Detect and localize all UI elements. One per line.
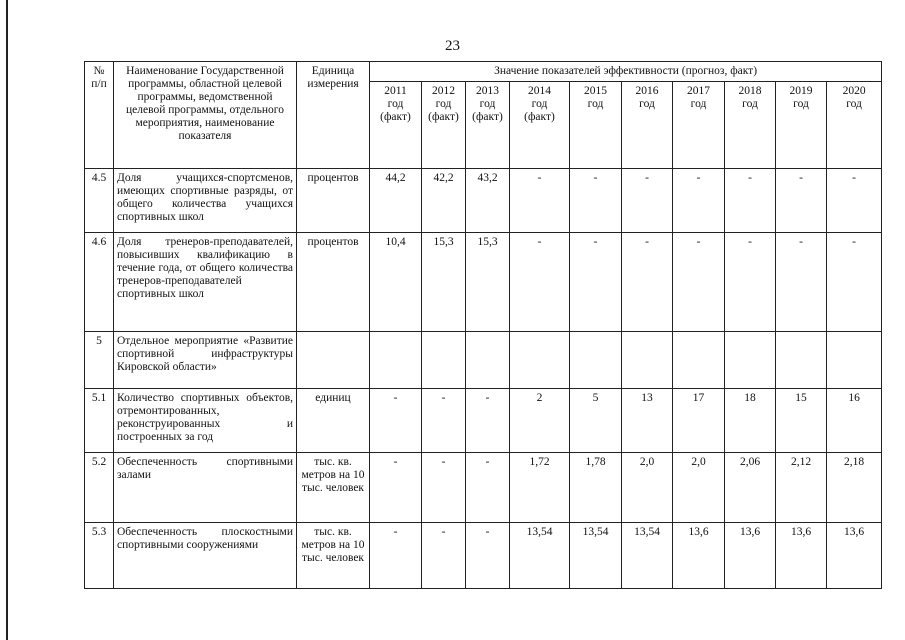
row-value: 17 (673, 389, 725, 453)
row-value: 18 (725, 389, 776, 453)
row-name: Обеспеченность спортивными залами (114, 453, 297, 523)
row-value (622, 332, 673, 389)
row-number: 4.6 (85, 233, 114, 332)
row-value: 16 (827, 389, 882, 453)
row-value: - (422, 453, 466, 523)
row-value: - (422, 523, 466, 589)
row-value: 43,2 (466, 169, 510, 233)
row-value (570, 332, 622, 389)
row-value: 15,3 (422, 233, 466, 332)
row-value: 13,54 (570, 523, 622, 589)
row-value (422, 332, 466, 389)
row-value: - (570, 233, 622, 332)
row-value: - (827, 233, 882, 332)
row-value (510, 332, 570, 389)
header-year: 2016 год (622, 82, 673, 169)
row-value (370, 332, 422, 389)
row-value: - (776, 233, 827, 332)
row-value: - (466, 389, 510, 453)
row-value: - (725, 169, 776, 233)
row-value: 13,6 (673, 523, 725, 589)
row-value: - (776, 169, 827, 233)
table-row (85, 389, 882, 453)
table-row (85, 169, 882, 233)
row-name: Доля тренеров-преподавателей, повысивших квалификацию в течение года, от общего количества тренеров-преподавателей спортивных школ (114, 233, 297, 332)
row-value (827, 332, 882, 389)
row-unit: тыс. кв. метров на 10 тыс. человек (297, 453, 370, 523)
row-value: - (370, 453, 422, 523)
row-value: - (370, 389, 422, 453)
table-row (85, 233, 882, 332)
row-value (466, 332, 510, 389)
row-value: 13,54 (622, 523, 673, 589)
header-year: 2012 год (факт) (422, 82, 466, 169)
row-value: 13,6 (725, 523, 776, 589)
row-name: Количество спортивных объектов, отремонтированных, реконструированных и построенных за год (114, 389, 297, 453)
row-value: - (570, 169, 622, 233)
header-number: № п/п (85, 62, 114, 169)
header-year: 2011 год (факт) (370, 82, 422, 169)
row-value (776, 332, 827, 389)
row-value: - (510, 169, 570, 233)
row-unit: процентов (297, 169, 370, 233)
row-unit (297, 332, 370, 389)
row-value: 2 (510, 389, 570, 453)
row-name: Обеспеченность плоскостными спортивными сооружениями (114, 523, 297, 589)
table-row (85, 332, 882, 389)
row-value: - (827, 169, 882, 233)
row-name: Отдельное мероприятие «Развитие спортивной инфраструктуры Кировской области» (114, 332, 297, 389)
left-margin-rule (6, 0, 8, 640)
row-value: 42,2 (422, 169, 466, 233)
row-unit: процентов (297, 233, 370, 332)
row-value: - (725, 233, 776, 332)
row-value: - (622, 169, 673, 233)
header-year: 2018 год (725, 82, 776, 169)
header-year: 2017 год (673, 82, 725, 169)
row-value: - (370, 523, 422, 589)
header-unit: Единица измерения (297, 62, 370, 169)
header-year: 2020 год (827, 82, 882, 169)
row-value: 2,0 (673, 453, 725, 523)
row-value: 13,6 (827, 523, 882, 589)
indicators-table (84, 61, 882, 589)
header-name: Наименование Государственной программы, областной целевой программы, ведомственной целевой программы, отдельного мероприятия, наименование показателя (114, 62, 297, 169)
row-value: 2,18 (827, 453, 882, 523)
row-value: 15,3 (466, 233, 510, 332)
row-value: - (673, 169, 725, 233)
row-number: 5.1 (85, 389, 114, 453)
row-number: 5.2 (85, 453, 114, 523)
row-value: 2,06 (725, 453, 776, 523)
header-values-group: Значение показателей эффективности (прогноз, факт) (370, 62, 882, 82)
row-name: Доля учащихся-спортсменов, имеющих спортивные разряды, от общего количества учащихся спортивных школ (114, 169, 297, 233)
row-value: 44,2 (370, 169, 422, 233)
row-number: 5 (85, 332, 114, 389)
header-row-group (85, 62, 882, 82)
row-value (673, 332, 725, 389)
header-year: 2013 год (факт) (466, 82, 510, 169)
row-value: 13,6 (776, 523, 827, 589)
row-value: - (673, 233, 725, 332)
row-value: - (466, 453, 510, 523)
row-value: 5 (570, 389, 622, 453)
row-value (725, 332, 776, 389)
row-value: - (422, 389, 466, 453)
row-unit: единиц (297, 389, 370, 453)
table-row (85, 523, 882, 589)
row-value: 13,54 (510, 523, 570, 589)
row-value: 2,12 (776, 453, 827, 523)
header-year: 2014 год (факт) (510, 82, 570, 169)
row-value: 13 (622, 389, 673, 453)
row-value: - (510, 233, 570, 332)
row-value: - (466, 523, 510, 589)
row-value: 15 (776, 389, 827, 453)
row-number: 5.3 (85, 523, 114, 589)
header-year: 2015 год (570, 82, 622, 169)
row-value: 1,72 (510, 453, 570, 523)
row-number: 4.5 (85, 169, 114, 233)
row-value: 2,0 (622, 453, 673, 523)
row-unit: тыс. кв. метров на 10 тыс. человек (297, 523, 370, 589)
row-value: 10,4 (370, 233, 422, 332)
header-year: 2019 год (776, 82, 827, 169)
table-row (85, 453, 882, 523)
row-value: 1,78 (570, 453, 622, 523)
row-value: - (622, 233, 673, 332)
page-number: 23 (445, 38, 460, 54)
